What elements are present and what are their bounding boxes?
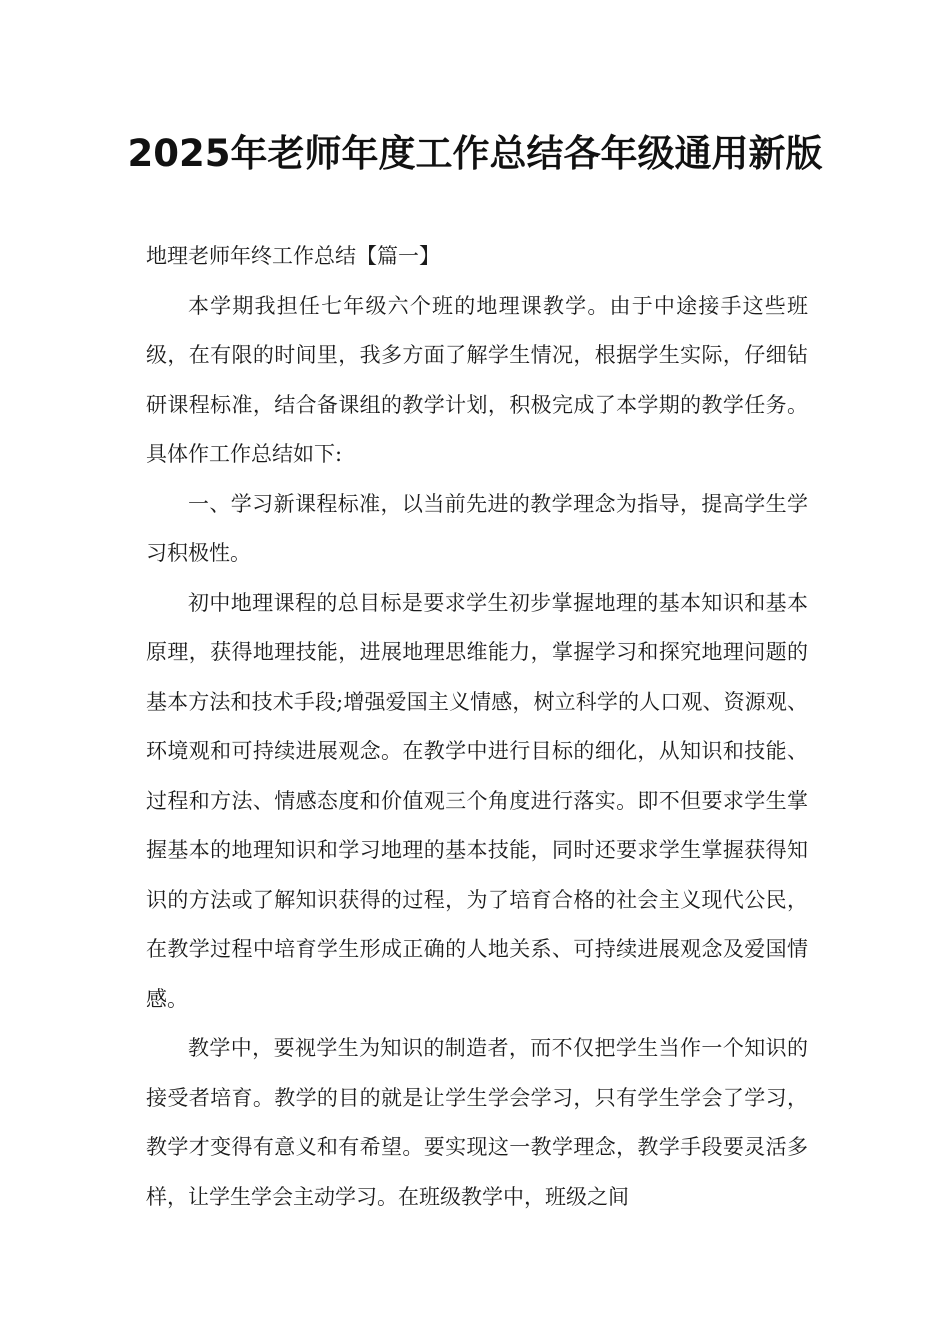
document-body — [146, 232, 808, 1222]
paragraph-curriculum-goals: 初中地理课程的总目标是要求学生初步掌握地理的基本知识和基本原理，获得地理技能，进展地理思维能力，掌握学习和探究地理问题的基本方法和技术手段;增强爱国主义情感，树立科学的人口观、资源观、环境观和可持续进展观念。在教学中进行目标的细化，从知识和技能、过程和方法、情感态度和价值观三个角度进行落实。即不但要求学生掌握基本的地理知识和学习地理的基本技能，同时还要求学生掌握获得知识的方法或了解知识获得的过程，为了培育合格的社会主义现代公民，在教学过程中培育学生形成正确的人地关系、可持续进展观念及爱国情感。 — [146, 590, 808, 1011]
paragraph-intro: 本学期我担任七年级六个班的地理课教学。由于中途接手这些班级，在有限的时间里，我多方面了解学生情况，根据学生实际，仔细钻研课程标准，结合备课组的教学计划，积极完成了本学期的教学任务。具体作工作总结如下: — [146, 293, 808, 466]
section-heading: 地理老师年终工作总结【篇一】 — [146, 244, 440, 268]
paragraph-teaching-approach: 教学中，要视学生为知识的制造者，而不仅把学生当作一个知识的接受者培育。教学的目的就是让学生学会学习，只有学生学会了学习，教学才变得有意义和有希望。要实现这一教学理念，教学手段要灵活多样，让学生学会主动学习。在班级教学中，班级之间 — [146, 1036, 808, 1209]
paragraph-point-one: 一、学习新课程标准，以当前先进的教学理念为指导，提高学生学习积极性。 — [146, 491, 808, 565]
document-title: 2025年老师年度工作总结各年级通用新版 — [127, 132, 823, 175]
